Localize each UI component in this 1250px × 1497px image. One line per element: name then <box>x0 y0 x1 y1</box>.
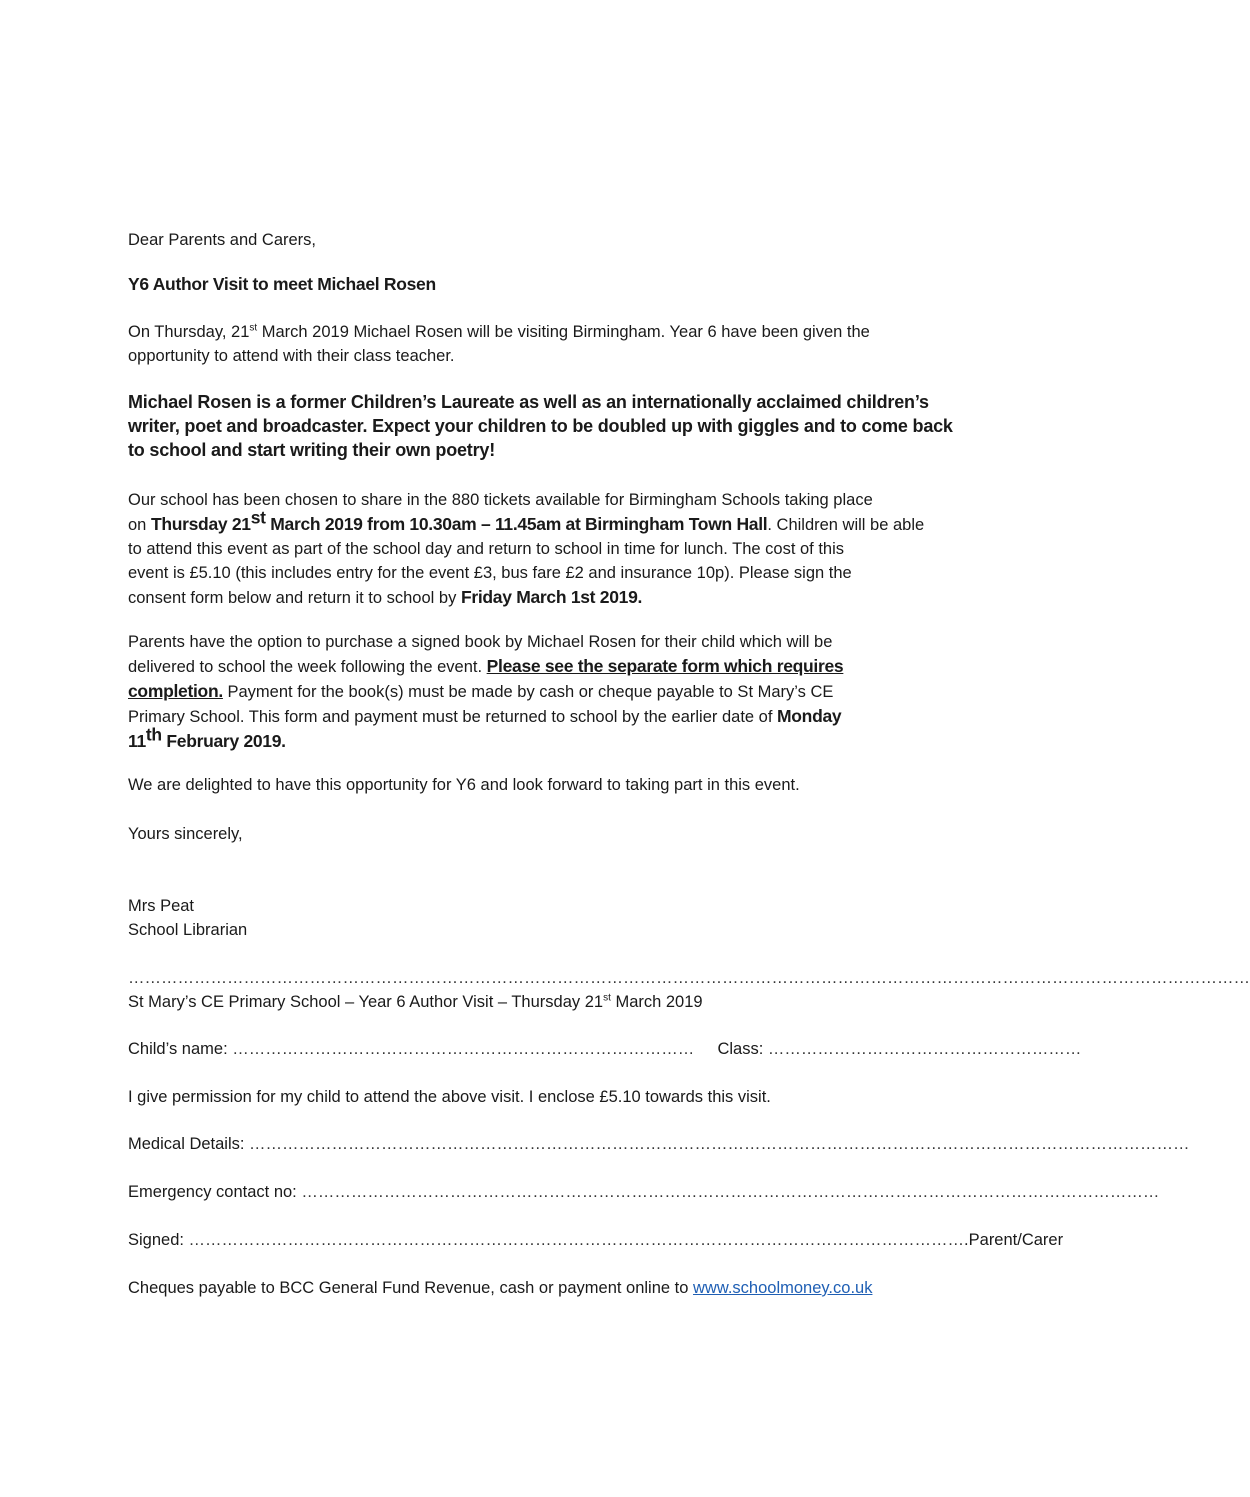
child-name-label: Child’s name: <box>128 1040 233 1058</box>
p2-line-2: writer, poet and broadcaster. Expect your children to be doubled up with giggles and to come back <box>128 416 953 436</box>
p3-line-1: Our school has been chosen to share in the 880 tickets available for Birmingham Schools taking place <box>128 491 873 509</box>
paragraph-about-author <box>128 390 953 462</box>
form-title <box>128 990 928 1014</box>
salutation-text: Dear Parents and Carers, <box>128 231 317 249</box>
paragraph-delighted <box>128 773 928 797</box>
signed-suffix: .Parent/Carer <box>964 1231 1064 1249</box>
p2-line-1: Michael Rosen is a former Children’s Laureate as well as an internationally acclaimed children’s <box>128 392 929 412</box>
p4-line-2: delivered to school the week following the event. Please see the separate form which requires <box>128 656 844 676</box>
p5-line: We are delighted to have this opportunity for Y6 and look forward to taking part in this event. <box>128 776 800 794</box>
medical-row <box>128 1132 1190 1156</box>
child-name-row <box>128 1037 1082 1061</box>
cut-line <box>128 966 1250 990</box>
emergency-field[interactable]: ………………………………………………………………………………………………………………………………………… <box>301 1183 1160 1201</box>
paragraph-visit-date <box>128 320 928 368</box>
separator-dots: …………………………………………………………………………………………………………………………………………………………………………………… <box>128 969 1250 987</box>
payment-text: Cheques payable to BCC General Fund Revenue, cash or payment online to <box>128 1279 694 1297</box>
p4-line-3: completion. Payment for the book(s) must be made by cash or cheque payable to St Mary’s CE <box>128 681 834 701</box>
p2-line-3: to school and start writing their own poetry! <box>128 440 496 460</box>
emergency-label: Emergency contact no: <box>128 1183 302 1201</box>
signed-row <box>128 1228 1064 1252</box>
class-label: Class: <box>717 1040 768 1058</box>
p1-line-1: On Thursday, 21st March 2019 Michael Rosen will be visiting Birmingham. Year 6 have been given the <box>128 322 870 341</box>
signature-field[interactable]: …………………………………………………………………………………………………………………………… <box>188 1231 965 1249</box>
permission-statement <box>128 1085 928 1109</box>
signatory-title: School Librarian <box>128 921 248 939</box>
payment-row <box>128 1276 928 1300</box>
p3-line-4: event is £5.10 (this includes entry for the event £3, bus fare £2 and insurance 10p). Please sign the <box>128 564 852 582</box>
p4-line-4: Primary School. This form and payment must be returned to school by the earlier date of Monday <box>128 706 842 726</box>
class-field[interactable]: ………………………………………………… <box>767 1040 1082 1058</box>
p4-line-5: 11th February 2019. <box>128 724 286 751</box>
closing <box>128 822 928 846</box>
p3-line-3: to attend this event as part of the school day and return to school in time for lunch. The cost of this <box>128 540 845 558</box>
paragraph-signed-book <box>128 630 928 754</box>
paragraph-event-details <box>128 488 928 610</box>
schoolmoney-link[interactable]: www.schoolmoney.co.uk <box>693 1279 873 1297</box>
p1-line-2: opportunity to attend with their class teacher. <box>128 347 455 365</box>
salutation <box>128 228 928 252</box>
closing-text: Yours sincerely, <box>128 825 243 843</box>
medical-field[interactable]: ……………………………………………………………………………………………………………………………………………………… <box>249 1135 1190 1153</box>
form-title-text: St Mary’s CE Primary School – Year 6 Author Visit – Thursday 21st March 2019 <box>128 992 703 1011</box>
p3-line-2: on Thursday 21st March 2019 from 10.30am – 11.45am at Birmingham Town Hall. Children will be able <box>128 507 925 534</box>
p3-line-5: consent form below and return it to school by Friday March 1st 2019. <box>128 587 643 607</box>
child-name-field[interactable]: ………………………………………………………………………… <box>232 1040 695 1058</box>
letter-heading <box>128 272 928 296</box>
signatory <box>128 894 928 942</box>
medical-label: Medical Details: <box>128 1135 250 1153</box>
signed-label: Signed: <box>128 1231 189 1249</box>
signatory-name: Mrs Peat <box>128 897 195 915</box>
permission-text: I give permission for my child to attend the above visit. I enclose £5.10 towards this visit. <box>128 1088 771 1106</box>
p4-line-1: Parents have the option to purchase a signed book by Michael Rosen for their child which will be <box>128 633 833 651</box>
emergency-row <box>128 1180 1160 1204</box>
heading-text: Y6 Author Visit to meet Michael Rosen <box>128 274 436 294</box>
